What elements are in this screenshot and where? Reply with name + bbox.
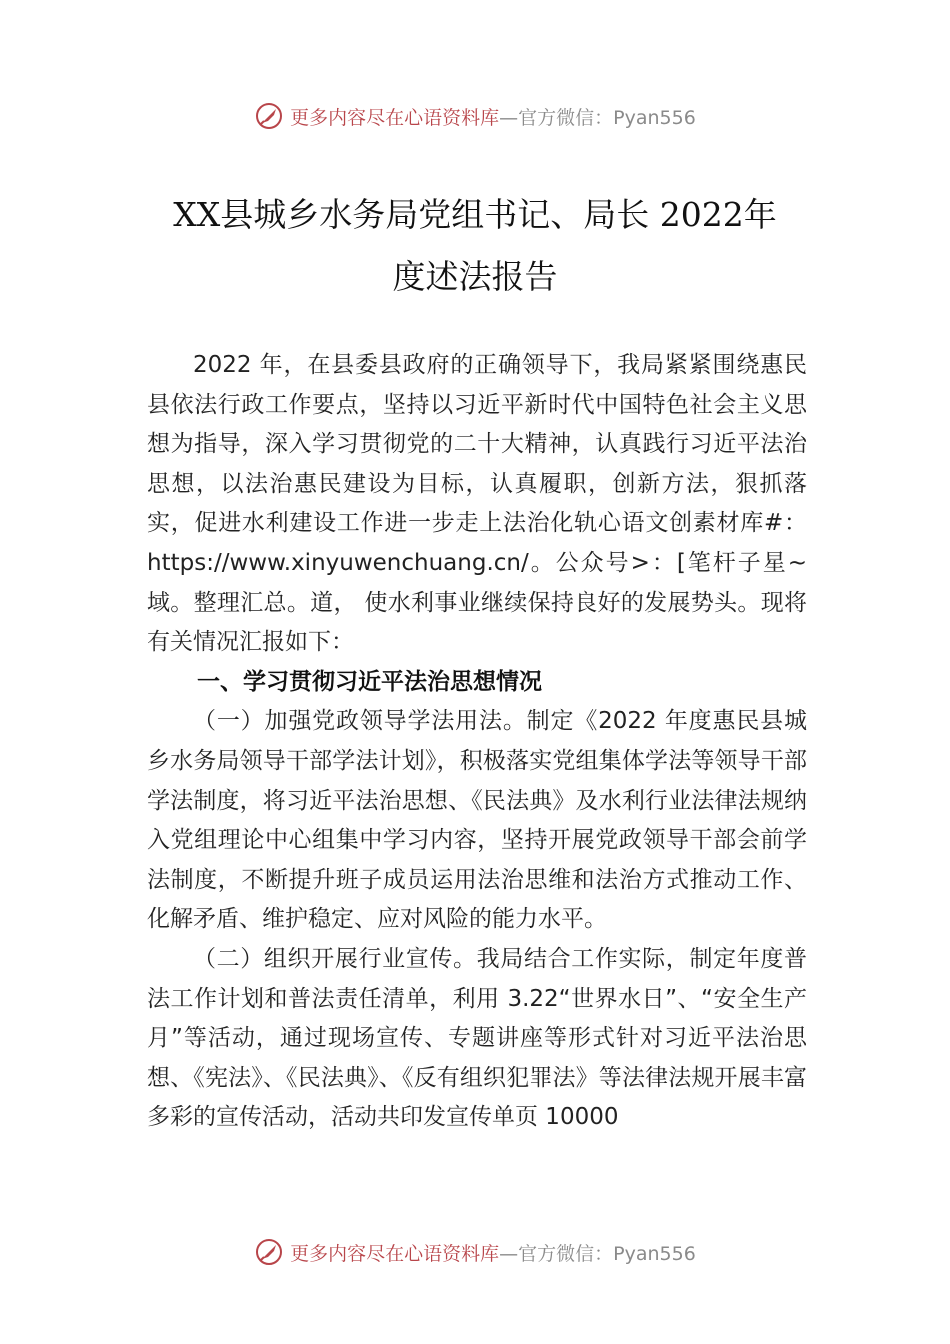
document-title — [100, 184, 850, 308]
paragraph-2: （二）组织开展行业宣传。我局结合工作实际，制定年度普法工作计划和普法责任清单，利用 3.22“世界水日”、“安全生产月”等活动，通过现场宣传、专题讲座等形式针对习近平法治思想、《宪法》、《民法典》、《反有组织犯罪法》等法律法规开展丰富多彩的宣传活动，活动共印发宣传单页 10000 — [147, 945, 807, 1131]
title-line-2: 度述法报告 — [392, 257, 558, 296]
banner-wechat-text: —官方微信：Pyan556 — [499, 1242, 696, 1265]
banner-wechat-text: —官方微信：Pyan556 — [499, 106, 696, 129]
quill-logo-icon — [254, 1237, 284, 1267]
header-watermark-banner — [0, 96, 950, 136]
footer-watermark-banner — [0, 1232, 950, 1272]
banner-site-text: 更多内容尽在心语资料库 — [290, 106, 500, 129]
section-heading-1: 一、学习贯彻习近平法治思想情况 — [197, 668, 542, 695]
document-body — [147, 346, 807, 1138]
paragraph-1: （一）加强党政领导学法用法。制定《2022 年度惠民县城乡水务局领导干部学法计划》，积极落实党组集体学法等领导干部学法制度，将习近平法治思想、《民法典》及水利行业法律法规纳入党组理论中心组集中学习内容，坚持开展党政领导干部会前学法制度，不断提升班子成员运用法治思维和法治方式推动工作、化解矛盾、维护稳定、应对风险的能力水平。 — [147, 708, 807, 933]
intro-paragraph: 2022 年，在县委县政府的正确领导下，我局紧紧围绕惠民县依法行政工作要点，坚持以习近平新时代中国特色社会主义思想为指导，深入学习贯彻党的二十大精神，认真践行习近平法治思想，以法治惠民建设为目标，认真履职，创新方法，狠抓落实，促进水利建设工作进一步走上法治化轨心语文创素材库#：https://www.xinyuwenchuang.cn/。公众号>：[笔杆子星~域。整理汇总。道， 使水利事业继续保持良好的发展势头。现将有关情况汇报如下： — [147, 352, 807, 656]
quill-logo-icon — [254, 101, 284, 131]
title-line-1: XX县城乡水务局党组书记、局长 2022年 — [173, 195, 777, 234]
banner-site-text: 更多内容尽在心语资料库 — [290, 1242, 500, 1265]
